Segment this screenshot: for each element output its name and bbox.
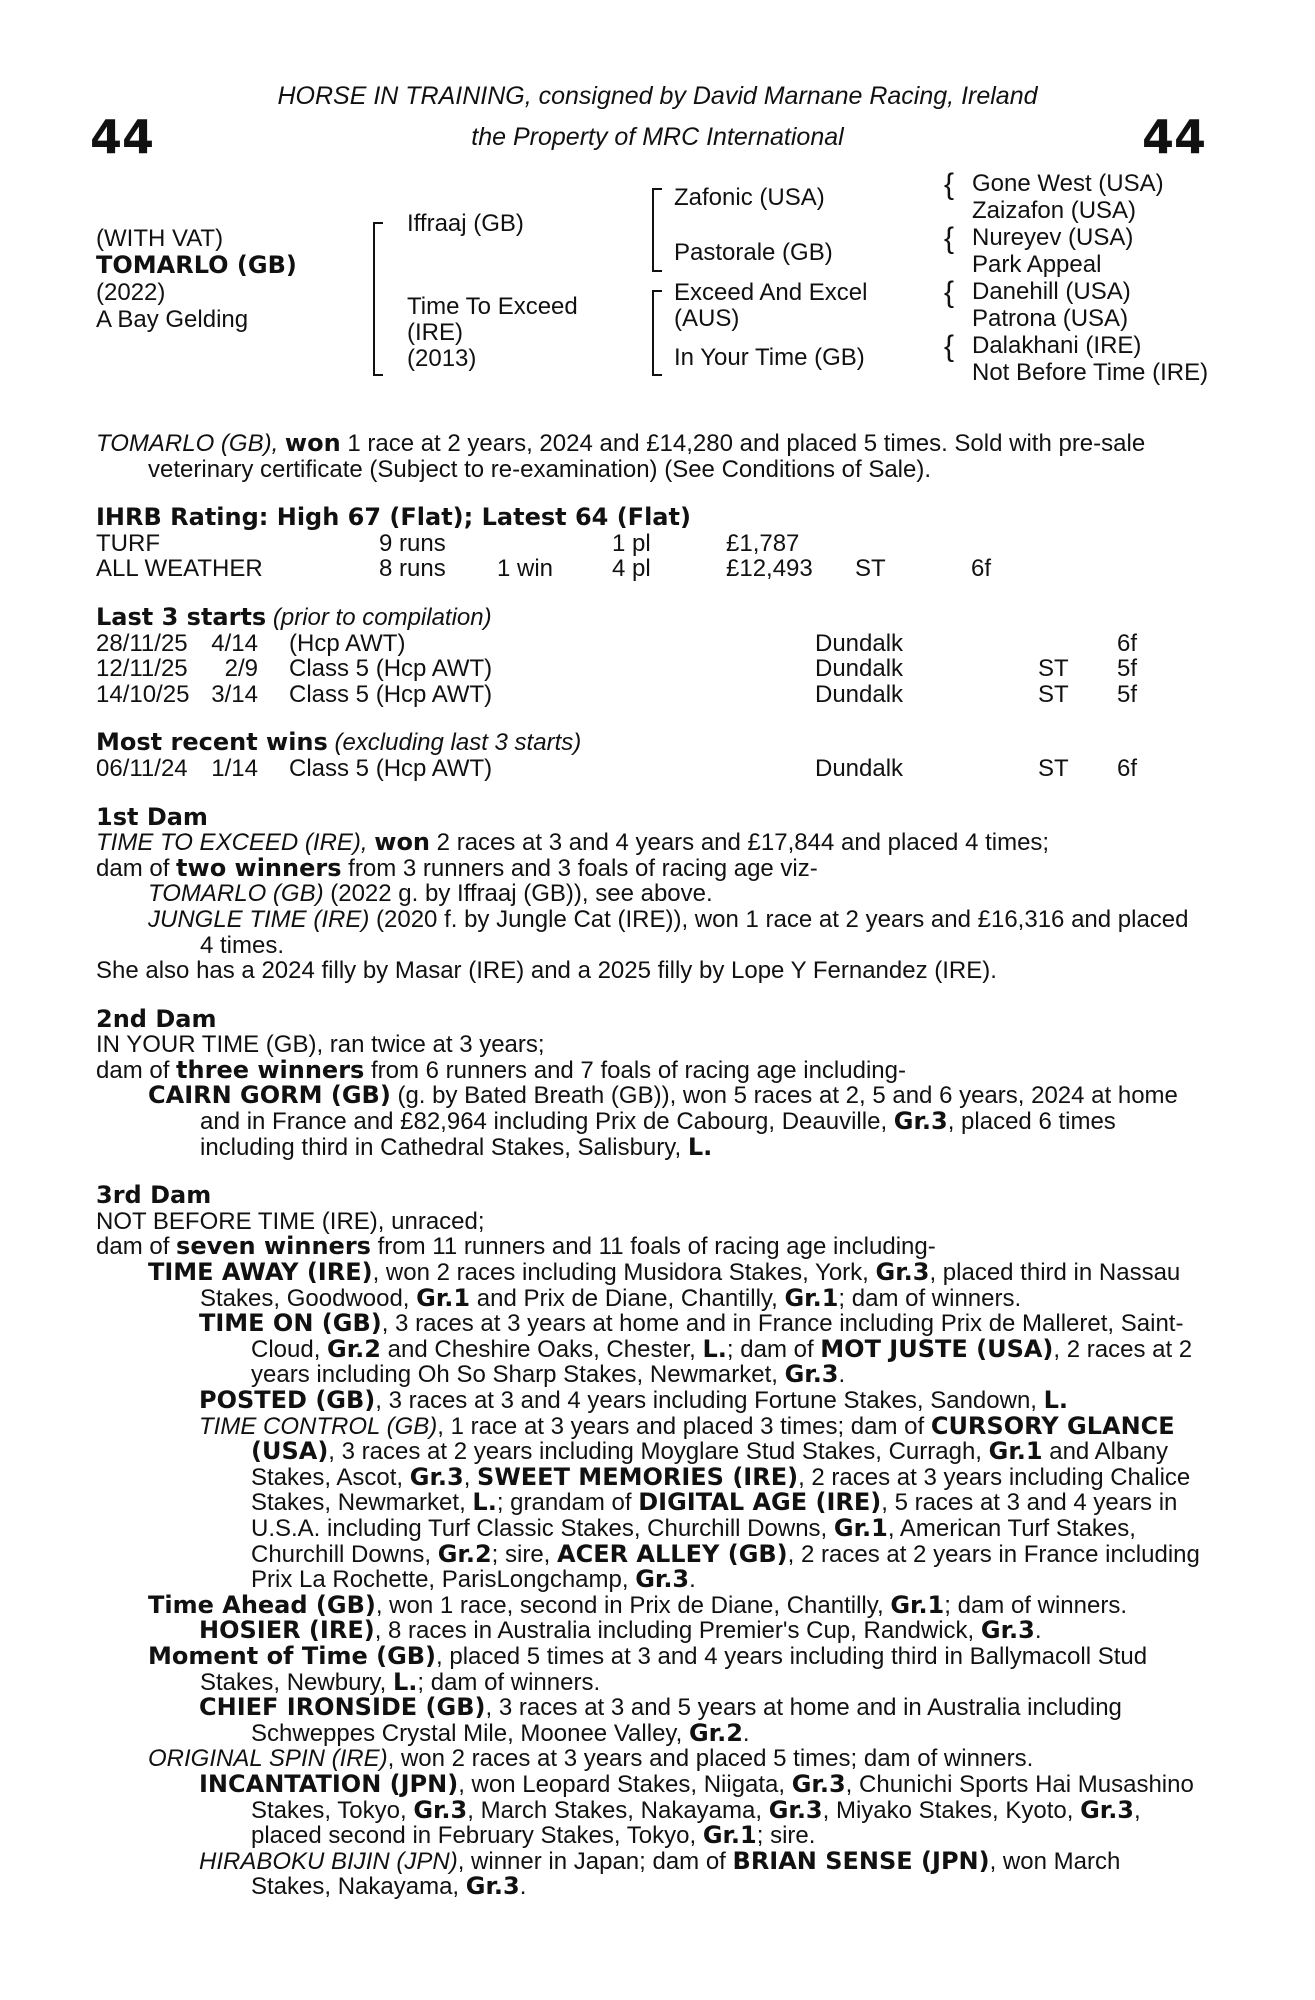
ihrb-row: TURF 9 runs 1 pl £1,787 [96, 529, 800, 557]
first-dam-note: She also has a 2024 filly by Masar (IRE) and a 2025 filly by Lope Y Fernandez (IRE). [96, 957, 997, 985]
first-dam-heading: 1st Dam [96, 802, 208, 831]
pedigree-dam-3: (2013) [407, 345, 477, 372]
pedigree-dam-sire-1: Exceed And Excel [674, 279, 868, 306]
pedigree-sire: Iffraaj (GB) [407, 210, 524, 237]
brace-dam-parents [652, 290, 662, 376]
ggp-6: Patrona (USA) [972, 305, 1129, 332]
progeny-entry: TOMARLO (GB) (2022 g. by Iffraaj (GB)), see above. [148, 880, 713, 908]
ggp-4: Park Appeal [972, 251, 1102, 278]
brace-ggp-3: { [944, 276, 955, 309]
pedigree-dam-1: Time To Exceed [407, 293, 578, 320]
pedigree-sire-dam: Pastorale (GB) [674, 239, 833, 266]
progeny-entry: POSTED (GB), 3 races at 3 and 4 years including Fortune Stakes, Sandown, L. [199, 1386, 1069, 1414]
brace-ggp-2: { [944, 222, 955, 255]
ihrb-table [96, 531, 1206, 582]
catalogue-body [96, 431, 1206, 1900]
progeny-entry: CAIRN GORM (GB) (g. by Bated Breath (GB)), won 5 races at 2, 5 and 6 years, 2024 at home and in France and £82,964 including Prix de Cabourg, Deauville, Gr.3, placed 6 times including third in Cathedral Stakes, Salisbury, L. [148, 1081, 1178, 1161]
pedigree-dam-dam: In Your Time (GB) [674, 344, 865, 371]
third-dam-line: NOT BEFORE TIME (IRE), unraced; [96, 1207, 485, 1235]
last-starts-table [96, 631, 1206, 708]
progeny-entry: INCANTATION (JPN), won Leopard Stakes, Niigata, Gr.3, Chunichi Sports Hai Musashino Stakes, Tokyo, Gr.3, March Stakes, Nakayama, Gr.3, Miyako Stakes, Kyoto, Gr.3, placed second in February Stakes, Tokyo, Gr.1; sire. [199, 1769, 1194, 1850]
ggp-3: Nureyev (USA) [972, 224, 1134, 251]
recent-wins-heading: Most recent wins (excluding last 3 starts) [96, 728, 582, 757]
third-dam-heading: 3rd Dam [96, 1181, 212, 1210]
ihrb-row: ALL WEATHER 8 runs 1 win 4 pl £12,493 ST 6f [96, 555, 992, 583]
first-dam-line: TIME TO EXCEED (IRE), won 2 races at 3 and 4 years and £17,844 and placed 4 times; [96, 828, 1050, 857]
recent-win-row: 06/11/24 1/14 Class 5 (Hcp AWT) Dundalk ST 6f [96, 754, 1138, 782]
ggp-5: Danehill (USA) [972, 278, 1131, 305]
first-dam-produce: dam of two winners from 3 runners and 3 foals of racing age viz- [96, 853, 818, 882]
third-dam-produce: dam of seven winners from 11 runners and 11 foals of racing age including- [96, 1232, 936, 1261]
progeny-entry: TIME AWAY (IRE), won 2 races including Musidora Stakes, York, Gr.3, placed third in Nassau Stakes, Goodwood, Gr.1 and Prix de Diane, Chantilly, Gr.1; dam of winners. [148, 1258, 1181, 1312]
second-dam-heading: 2nd Dam [96, 1004, 217, 1033]
second-dam-line: IN YOUR TIME (GB), ran twice at 3 years; [96, 1031, 545, 1059]
start-row: 12/11/25 2/9 Class 5 (Hcp AWT) Dundalk ST 5f [96, 655, 1138, 683]
lot-number-right: 44 [1142, 110, 1207, 164]
progeny-entry: Time Ahead (GB), won 1 race, second in Prix de Diane, Chantilly, Gr.1; dam of winners. [148, 1590, 1128, 1619]
horse-identity [96, 225, 297, 333]
horse-year: (2022) [96, 279, 166, 306]
header-line1: HORSE IN TRAINING, consigned by David Marnane Racing, Ireland [277, 82, 1038, 110]
progeny-entry: HIRABOKU BIJIN (JPN), winner in Japan; dam of BRIAN SENSE (JPN), won March Stakes, Nakayama, Gr.3. [199, 1846, 1121, 1901]
horse-description: A Bay Gelding [96, 306, 249, 333]
progeny-entry: JUNGLE TIME (IRE) (2020 f. by Jungle Cat (IRE)), won 1 race at 2 years and £16,316 and placed 4 times. [148, 905, 1189, 959]
ggp-8: Not Before Time (IRE) [972, 359, 1209, 386]
last-starts-heading: Last 3 starts (prior to compilation) [96, 602, 492, 631]
brace-sire-parents [652, 188, 662, 272]
header-line2: the Property of MRC International [471, 123, 844, 151]
summary-paragraph: TOMARLO (GB), won 1 race at 2 years, 2024 and £14,280 and placed 5 times. Sold with pre-sale veterinary certificate (Subject to re-examination) (See Conditions of Sale). [96, 429, 1146, 483]
ggp-2: Zaizafon (USA) [972, 197, 1137, 224]
progeny-entry: HOSIER (IRE), 8 races in Australia including Premier's Cup, Randwick, Gr.3. [199, 1616, 1042, 1645]
progeny-entry: TIME ON (GB), 3 races at 3 years at home and in France including Prix de Malleret, Saint-Cloud, Gr.2 and Cheshire Oaks, Chester, L.; dam of MOT JUSTE (USA), 2 races at 2 years including Oh So Sharp Stakes, Newmarket, Gr.3. [199, 1309, 1193, 1389]
pedigree-dam-2: (IRE) [407, 319, 463, 346]
second-dam-produce: dam of three winners from 6 runners and 7 foals of racing age including- [96, 1055, 906, 1084]
brace-ggp-4: { [944, 330, 955, 363]
brace-ggp-1: { [944, 168, 955, 201]
pedigree-sire-sire: Zafonic (USA) [674, 184, 825, 211]
progeny-entry: CHIEF IRONSIDE (GB), 3 races at 3 and 5 years at home and in Australia including Schweppes Crystal Mile, Moonee Valley, Gr.2. [199, 1693, 1122, 1747]
ihrb-heading: IHRB Rating: High 67 (Flat); Latest 64 (Flat) [96, 503, 691, 532]
horse-name: TOMARLO (GB) [96, 251, 297, 279]
start-row: 28/11/25 4/14 (Hcp AWT) Dundalk 6f [96, 629, 1138, 657]
progeny-entry: Moment of Time (GB), placed 5 times at 3 and 4 years including third in Ballymacoll Stud Stakes, Newbury, L.; dam of winners. [148, 1641, 1148, 1696]
pedigree-dam-sire-2: (AUS) [674, 305, 740, 332]
progeny-entry: ORIGINAL SPIN (IRE), won 2 races at 3 years and placed 5 times; dam of winners. [148, 1745, 1034, 1773]
vat-note: (WITH VAT) [96, 225, 224, 252]
ggp-1: Gone West (USA) [972, 170, 1164, 197]
brace-sire-dam [373, 222, 383, 376]
ggp-7: Dalakhani (IRE) [972, 332, 1142, 359]
progeny-entry: TIME CONTROL (GB), 1 race at 3 years and placed 3 times; dam of CURSORY GLANCE (USA), 3 races at 2 years including Moyglare Stud Stakes, Curragh, Gr.1 and Albany Stakes, Ascot, Gr.3, SWEET MEMORIES (IRE), 2 races at 3 years including Chalice Stakes, Newmarket, L.; grandam of DIGITAL AGE (IRE), 5 races at 3 and 4 years in U.S.A. including Turf Classic Stakes, Churchill Downs, Gr.1, American Turf Stakes, Churchill Downs, Gr.2; sire, ACER ALLEY (GB), 2 races at 2 years in France including Prix La Rochette, ParisLongchamp, Gr.3. [199, 1411, 1200, 1594]
start-row: 14/10/25 3/14 Class 5 (Hcp AWT) Dundalk ST 5f [96, 680, 1138, 708]
lot-number-left: 44 [90, 110, 155, 164]
